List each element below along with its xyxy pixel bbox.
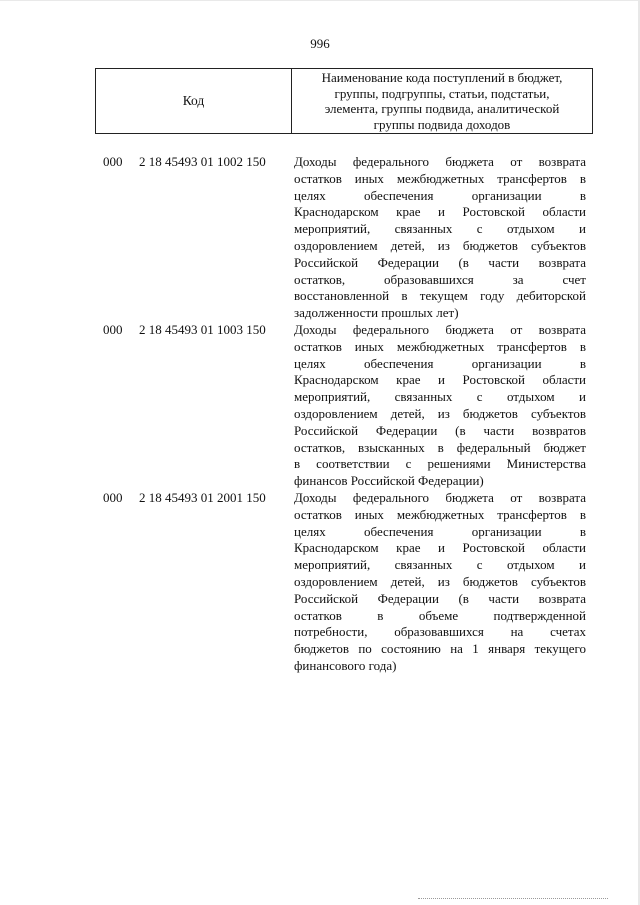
table-header bbox=[95, 68, 593, 134]
header-name-line: группы, подгруппы, статьи, подстатьи, bbox=[334, 85, 550, 101]
description-line: Доходы федерального бюджета от возврата bbox=[294, 321, 586, 337]
row-description bbox=[294, 154, 586, 322]
description-line: мероприятий, связанных с отдыхом и bbox=[294, 389, 586, 405]
description-line: остатков иных межбюджетных трансфертов в bbox=[294, 506, 586, 522]
row-admin-code: 000 bbox=[103, 489, 123, 505]
description-line: целях обеспечения организации в bbox=[294, 187, 586, 203]
table-row bbox=[103, 490, 593, 675]
header-code-cell bbox=[96, 69, 292, 133]
description-line: Доходы федерального бюджета от возврата bbox=[294, 154, 586, 169]
description-line: Российской Федерации (в части возвратов bbox=[294, 422, 586, 438]
description-line: восстановленной в текущем году дебиторской bbox=[294, 288, 586, 304]
description-line: остатков в объеме подтвержденной bbox=[294, 607, 586, 623]
description-line: остатков иных межбюджетных трансфертов в bbox=[294, 338, 586, 354]
header-code-label: Код bbox=[182, 93, 205, 108]
table-row bbox=[103, 322, 593, 490]
description-line: Российской Федерации (в части возврата bbox=[294, 254, 586, 270]
page-number: 996 bbox=[310, 36, 330, 51]
header-name-line: Наименование кода поступлений в бюджет, bbox=[321, 70, 563, 85]
description-line: остатков иных межбюджетных трансфертов в bbox=[294, 170, 586, 186]
row-revenue-code: 2 18 45493 01 2001 150 bbox=[139, 489, 266, 505]
table-body bbox=[103, 154, 593, 675]
description-line: оздоровлением детей, из бюджетов субъектов bbox=[294, 405, 586, 421]
description-line: целях обеспечения организации в bbox=[294, 523, 586, 539]
row-admin-code: 000 bbox=[103, 154, 123, 169]
table-row bbox=[103, 154, 593, 322]
scan-top-edge bbox=[0, 0, 640, 1]
row-revenue-code: 2 18 45493 01 1003 150 bbox=[139, 321, 266, 337]
description-line: в соответствии с решениями Министерства bbox=[294, 456, 586, 472]
description-line: Доходы федерального бюджета от возврата bbox=[294, 489, 586, 505]
row-admin-code: 000 bbox=[103, 321, 123, 337]
description-line: Краснодарском крае и Ростовской области bbox=[294, 204, 586, 220]
description-line: потребности, образовавшихся на счетах bbox=[294, 624, 586, 640]
scan-artifact-line bbox=[418, 898, 608, 900]
description-line: задолженности прошлых лет) bbox=[294, 305, 459, 321]
description-line: финансов Российской Федерации) bbox=[294, 473, 484, 489]
header-name-cell bbox=[292, 69, 592, 133]
header-name-line: элемента, группы подвида, аналитической bbox=[324, 101, 560, 116]
description-line: целях обеспечения организации в bbox=[294, 355, 586, 371]
description-line: бюджетов по состоянию на 1 января текущего bbox=[294, 641, 586, 657]
row-revenue-code: 2 18 45493 01 1002 150 bbox=[139, 154, 266, 169]
description-line: остатков, образовавшихся за счет bbox=[294, 271, 586, 287]
description-line: мероприятий, связанных с отдыхом и bbox=[294, 557, 586, 573]
row-description bbox=[294, 490, 586, 675]
description-line: Российской Федерации (в части возврата bbox=[294, 590, 586, 606]
description-line: мероприятий, связанных с отдыхом и bbox=[294, 221, 586, 237]
description-line: оздоровлением детей, из бюджетов субъектов bbox=[294, 573, 586, 589]
description-line: финансового года) bbox=[294, 657, 397, 673]
description-line: Краснодарском крае и Ростовской области bbox=[294, 540, 586, 556]
header-name-line: группы подвида доходов bbox=[373, 116, 511, 132]
description-line: Краснодарском крае и Ростовской области bbox=[294, 372, 586, 388]
description-line: оздоровлением детей, из бюджетов субъектов bbox=[294, 237, 586, 253]
description-line: остатков, взысканных в федеральный бюджет bbox=[294, 439, 586, 455]
row-description bbox=[294, 322, 586, 490]
